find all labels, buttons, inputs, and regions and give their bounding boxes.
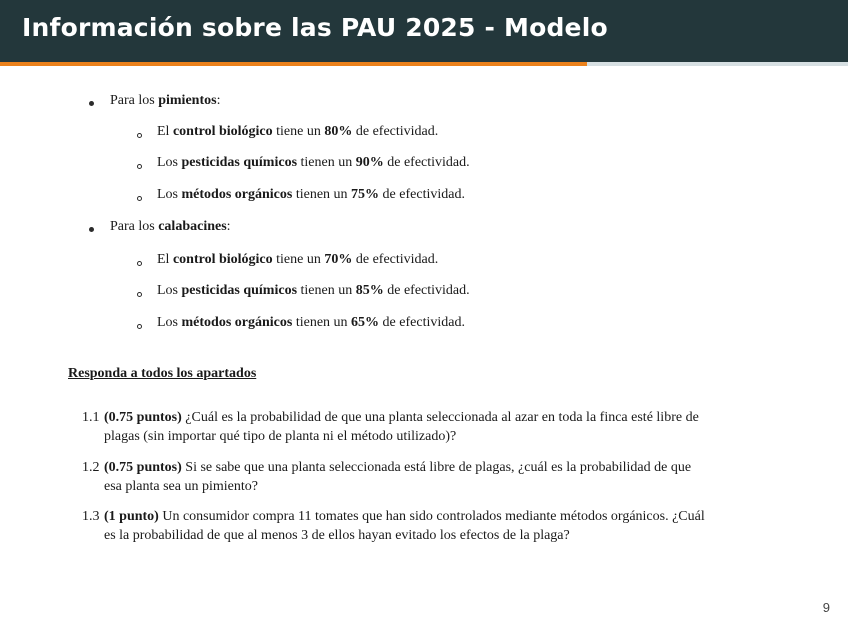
title-progress-track bbox=[587, 62, 848, 66]
group-label-calabacines bbox=[110, 219, 231, 235]
section-heading: Responda a todos los apartados bbox=[68, 366, 257, 381]
item-method: métodos orgánicos bbox=[181, 187, 293, 202]
item-post: de efectividad. bbox=[379, 315, 465, 330]
item-percentage: 90% bbox=[355, 155, 384, 170]
question-text: Un consumidor compra 11 tomates que han sido controlados mediante métodos orgánicos. ¿Cuál bbox=[158, 509, 705, 524]
item-mid: tienen un bbox=[297, 155, 356, 170]
label-colon: : bbox=[226, 219, 231, 234]
item-method: control biológico bbox=[172, 124, 273, 139]
label-bold: pimientos bbox=[158, 93, 217, 108]
list-item bbox=[157, 315, 465, 331]
item-percentage: 85% bbox=[355, 283, 384, 298]
item-method: pesticidas químicos bbox=[181, 283, 298, 298]
label-text: Para los bbox=[110, 93, 159, 108]
question-text-continued: es la probabilidad de que al menos 3 de ellos hayan evitado los efectos de la plaga? bbox=[104, 528, 570, 543]
item-pre: Los bbox=[157, 155, 182, 170]
item-method: control biológico bbox=[172, 252, 273, 267]
item-percentage: 70% bbox=[324, 252, 353, 267]
item-mid: tiene un bbox=[272, 252, 325, 267]
question-number: 1.3 bbox=[82, 509, 100, 524]
list-item bbox=[157, 124, 438, 140]
item-percentage: 80% bbox=[324, 124, 353, 139]
item-pre: El bbox=[157, 252, 173, 267]
question-number: 1.1 bbox=[82, 410, 100, 425]
list-item bbox=[157, 187, 465, 203]
slide-header bbox=[0, 0, 848, 62]
item-mid: tiene un bbox=[272, 124, 325, 139]
sub-bullet-icon bbox=[137, 261, 142, 266]
list-item bbox=[157, 155, 470, 171]
sub-bullet-icon bbox=[137, 196, 142, 201]
question-text-continued: plagas (sin importar qué tipo de planta ni el método utilizado)? bbox=[104, 429, 457, 444]
question-points: (0.75 puntos) bbox=[104, 460, 182, 475]
question-1-3 bbox=[82, 507, 782, 545]
question-number: 1.2 bbox=[82, 460, 100, 475]
item-mid: tienen un bbox=[292, 315, 352, 330]
item-post: de efectividad. bbox=[352, 124, 439, 139]
title-progress-bar bbox=[0, 62, 587, 66]
question-text-continued: esa planta sea un pimiento? bbox=[104, 479, 258, 494]
list-item bbox=[157, 252, 438, 268]
label-text: Para los bbox=[110, 219, 159, 234]
sub-bullet-icon bbox=[137, 292, 142, 297]
question-1-2 bbox=[82, 458, 782, 496]
item-post: de efectividad. bbox=[352, 252, 439, 267]
slide-title: Información sobre las PAU 2025 - Modelo bbox=[22, 13, 608, 42]
page-number: 9 bbox=[822, 600, 830, 615]
item-pre: El bbox=[157, 124, 173, 139]
label-bold: calabacines bbox=[158, 219, 227, 234]
item-mid: tienen un bbox=[292, 187, 352, 202]
question-points: (1 punto) bbox=[104, 509, 159, 524]
item-pre: Los bbox=[157, 315, 182, 330]
item-method: métodos orgánicos bbox=[181, 315, 293, 330]
label-colon: : bbox=[216, 93, 221, 108]
sub-bullet-icon bbox=[137, 164, 142, 169]
item-percentage: 65% bbox=[351, 315, 380, 330]
sub-bullet-icon bbox=[137, 324, 142, 329]
bullet-icon bbox=[89, 101, 94, 106]
group-label-pimientos bbox=[110, 93, 220, 109]
item-post: de efectividad. bbox=[383, 155, 470, 170]
item-percentage: 75% bbox=[351, 187, 380, 202]
sub-bullet-icon bbox=[137, 133, 142, 138]
question-points: (0.75 puntos) bbox=[104, 410, 182, 425]
item-method: pesticidas químicos bbox=[181, 155, 298, 170]
question-text: ¿Cuál es la probabilidad de que una planta seleccionada al azar en toda la finca esté libre de bbox=[181, 410, 699, 425]
question-text: Si se sabe que una planta seleccionada está libre de plagas, ¿cuál es la probabilidad de que bbox=[181, 460, 692, 475]
item-post: de efectividad. bbox=[383, 283, 470, 298]
bullet-icon bbox=[89, 227, 94, 232]
item-pre: Los bbox=[157, 187, 182, 202]
list-item bbox=[157, 283, 470, 299]
question-1-1 bbox=[82, 408, 782, 446]
item-post: de efectividad. bbox=[379, 187, 465, 202]
item-pre: Los bbox=[157, 283, 182, 298]
item-mid: tienen un bbox=[297, 283, 356, 298]
